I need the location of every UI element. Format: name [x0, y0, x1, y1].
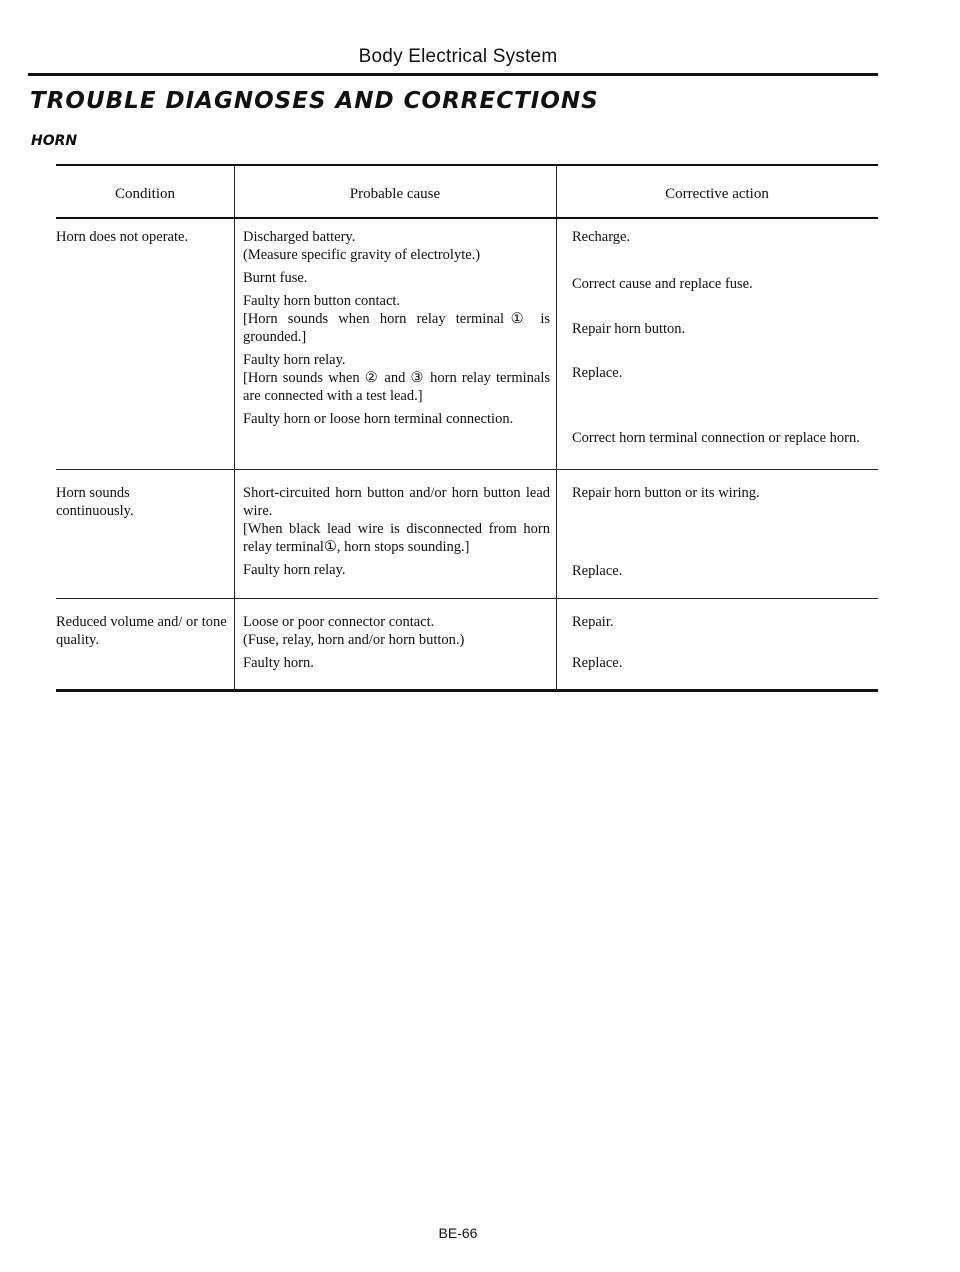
- header-probable-cause: Probable cause: [349, 186, 441, 202]
- cause-title: Faulty horn or loose horn terminal connection.: [243, 411, 514, 427]
- cause-item: [243, 561, 550, 579]
- action-cell: [556, 219, 878, 469]
- cause-item: [243, 292, 550, 346]
- table-row: [56, 219, 878, 470]
- cause-item: [243, 613, 550, 649]
- cause-title: Short-circuited horn button and/or horn button lead wire.: [243, 485, 550, 519]
- table-header-row: [56, 166, 878, 219]
- cause-item: [243, 410, 550, 428]
- cause-detail: [When black lead wire is disconnected from horn relay terminal①, horn stops sounding.]: [243, 521, 550, 555]
- action-item: Repair horn button or its wiring.: [572, 485, 760, 501]
- action-item: Correct horn terminal connection or replace horn.: [572, 430, 860, 446]
- condition-text: Reduced volume and/ or tone quality.: [56, 614, 227, 648]
- cause-item: [243, 351, 550, 405]
- cause-title: Discharged battery.: [243, 229, 356, 245]
- header-rule: [28, 73, 878, 76]
- table-row: [56, 599, 878, 689]
- section-title: HORN: [31, 133, 78, 149]
- condition-text: Horn sounds continuously.: [56, 485, 134, 519]
- cause-title: Faulty horn.: [243, 655, 314, 671]
- cause-detail: [Horn sounds when horn relay terminal① is grounded.]: [243, 311, 550, 345]
- action-item: Replace.: [572, 365, 623, 381]
- action-item: Replace.: [572, 655, 623, 671]
- cause-title: Loose or poor connector contact.: [243, 614, 435, 630]
- header-corrective-action: Corrective action: [665, 186, 769, 202]
- cause-title: Faulty horn button contact.: [243, 293, 401, 309]
- cause-item: [243, 228, 550, 264]
- cause-item: [243, 484, 550, 556]
- action-item: Repair.: [572, 614, 614, 630]
- cause-title: Faulty horn relay.: [243, 352, 346, 368]
- cause-cell: [234, 470, 556, 598]
- action-item: Replace.: [572, 563, 623, 579]
- cause-item: [243, 269, 550, 287]
- cause-cell: [234, 599, 556, 689]
- cause-detail: (Measure specific gravity of electrolyte.): [243, 247, 481, 263]
- action-cell: [556, 470, 878, 598]
- diagnosis-table: [56, 164, 878, 692]
- cause-detail: [Horn sounds when ② and ③ horn relay terminals are connected with a test lead.]: [243, 370, 550, 404]
- running-header: Body Electrical System: [358, 46, 558, 67]
- cause-detail: (Fuse, relay, horn and/or horn button.): [243, 632, 465, 648]
- cause-title: Faulty horn relay.: [243, 562, 346, 578]
- cause-cell: [234, 219, 556, 469]
- cause-item: [243, 654, 550, 672]
- action-cell: [556, 599, 878, 689]
- header-condition: Condition: [114, 186, 175, 202]
- page-title: TROUBLE DIAGNOSES AND CORRECTIONS: [30, 88, 599, 114]
- action-item: Recharge.: [572, 229, 631, 245]
- page-number: BE-66: [438, 1225, 478, 1241]
- action-item: Correct cause and replace fuse.: [572, 276, 753, 292]
- cause-title: Burnt fuse.: [243, 270, 308, 286]
- action-item: Repair horn button.: [572, 321, 686, 337]
- condition-cell: Horn does not operate.: [56, 229, 189, 245]
- table-row: [56, 470, 878, 599]
- condition-cell: [56, 470, 234, 598]
- condition-cell: [56, 599, 234, 689]
